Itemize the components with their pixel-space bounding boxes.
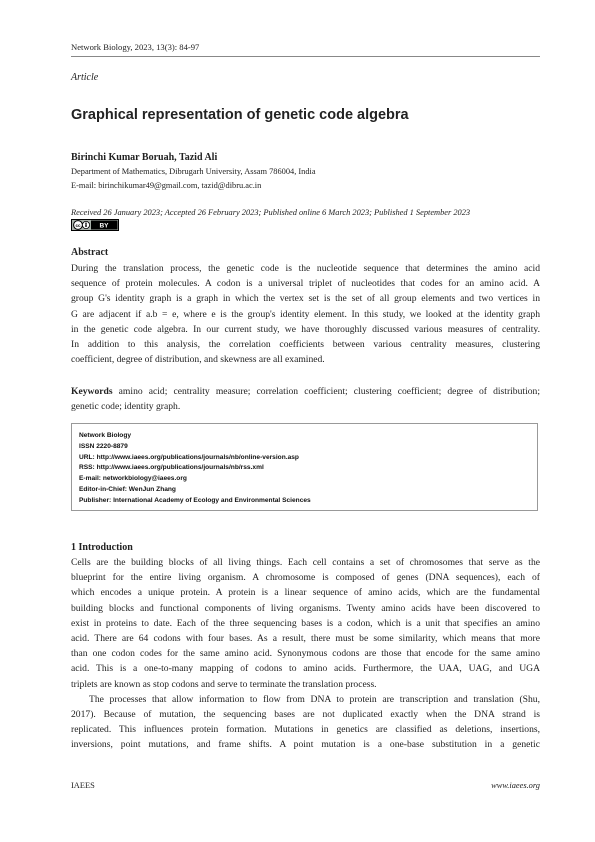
svg-text:cc: cc <box>75 222 81 228</box>
abstract-line: in the genetic code algebra. In our current study, we have thoroughly discussed various measures of centrality. <box>71 323 540 335</box>
abstract-line: G are adjacent if a.b = e, where e is the group's identity element. In this study, we looked at the identity graph <box>71 308 540 320</box>
journal-citation: Network Biology, 2023, 13(3): 84-97 <box>71 42 200 52</box>
journal-editor: Editor-in-Chief: WenJun Zhang <box>79 485 176 493</box>
introduction-body <box>71 555 540 752</box>
intro-line: exist in proteins to date. Each of the three sequencing bases is a codon, which is a unit that specifies an amino <box>71 617 540 629</box>
intro-line: inversions, point mutations, and frame shifts. A point mutation is a one-base substitution in a genetic <box>71 739 540 751</box>
keywords-block <box>71 384 540 414</box>
intro-line: acid. There are 64 codons with four bases. As a result, there must be some similarity, which means that more <box>71 632 540 644</box>
intro-line: which encodes a unique protein. A protein is a linear sequence of amino acids, which are the fundamental <box>71 587 540 599</box>
abstract-line: During the translation process, the genetic code is the nucleotide sequence that determines the amino acid <box>71 263 540 274</box>
intro-line: 2017). Because of mutation, the sequencing bases are not duplicated exactly when the DNA strand is <box>71 708 540 720</box>
cc-license-badge-icon[interactable] <box>71 219 119 231</box>
journal-publisher: Publisher: International Academy of Ecology and Environmental Sciences <box>79 496 311 504</box>
footer-publisher: IAEES <box>71 781 95 790</box>
intro-line: building blocks and functional components of living organisms. Twenty amino acids have been discovered to <box>71 602 540 614</box>
abstract-line: group G's identity graph is a graph in which the vertex set is the set of all group elements and two vertices in <box>71 293 540 305</box>
publication-dates: Received 26 January 2023; Accepted 26 February 2023; Published online 6 March 2023; Published 1 September 2023 <box>71 208 471 217</box>
svg-text:BY: BY <box>99 222 109 230</box>
header-rule <box>71 56 540 57</box>
abstract-line: coefficient, degree of distribution, and skewness are all examined. <box>71 354 325 366</box>
intro-line: acid. This is a one-to-many mapping of codons to amino acids. Furthermore, the UAA, UAG, and UGA <box>71 663 540 675</box>
journal-name: Network Biology <box>79 432 132 439</box>
abstract-line: In addition to this analysis, the correlation coefficients between various centrality measures, clustering <box>71 338 540 350</box>
paper-title: Graphical representation of genetic code algebra <box>71 107 409 123</box>
footer-website-link[interactable]: www.iaees.org <box>491 781 540 790</box>
article-type-label: Article <box>71 72 99 83</box>
intro-line: Cells are the building blocks of all living things. Each cell contains a set of chromosomes that serve as the <box>71 557 540 568</box>
abstract-heading: Abstract <box>71 247 109 258</box>
keywords-label: Keywords <box>71 386 113 397</box>
journal-info-text <box>79 431 311 507</box>
intro-line: than one codon codes for the same amino acid. Synonymous codons are those that encode for the same amino <box>71 648 540 660</box>
intro-line: blueprint for the entire living organism. A chromosome is composed of genes (DNA sequences), each of <box>71 572 540 584</box>
journal-issn: ISSN 2220-8879 <box>79 442 128 450</box>
keywords-list: amino acid; centrality measure; correlation coefficient; clustering coefficient; degree of distribution; <box>112 386 540 397</box>
author-list: Birinchi Kumar Boruah, Tazid Ali <box>71 152 218 163</box>
journal-rss-link[interactable]: RSS: http://www.iaees.org/publications/journals/nb/rss.xml <box>79 464 264 472</box>
intro-line: The processes that allow information to flow from DNA to protein are transcription and translation (Shu, <box>89 693 540 705</box>
abstract-line: sequence of protein molecules. A codon is a universal triplet of nucleotides that codes for an amino acid. A <box>71 278 540 290</box>
intro-line: triplets are known as stop codons and serve to terminate the translation process. <box>71 678 377 690</box>
abstract-body <box>71 261 540 367</box>
section-heading-introduction: 1 Introduction <box>71 542 133 553</box>
intro-line: replicated. This influences protein formation. Mutations in genetics are classified as deletions, insertions, <box>71 724 540 736</box>
journal-url-link[interactable]: URL: http://www.iaees.org/publications/journals/nb/online-version.asp <box>79 453 299 461</box>
contact-email[interactable]: E-mail: birinchikumar49@gmail.com, tazid@dibru.ac.in <box>71 181 262 190</box>
affiliation: Department of Mathematics, Dibrugarh University, Assam 786004, India <box>71 167 316 176</box>
journal-email[interactable]: E-mail: networkbiology@iaees.org <box>79 475 187 483</box>
keywords-list-continued: genetic code; identity graph. <box>71 401 181 413</box>
